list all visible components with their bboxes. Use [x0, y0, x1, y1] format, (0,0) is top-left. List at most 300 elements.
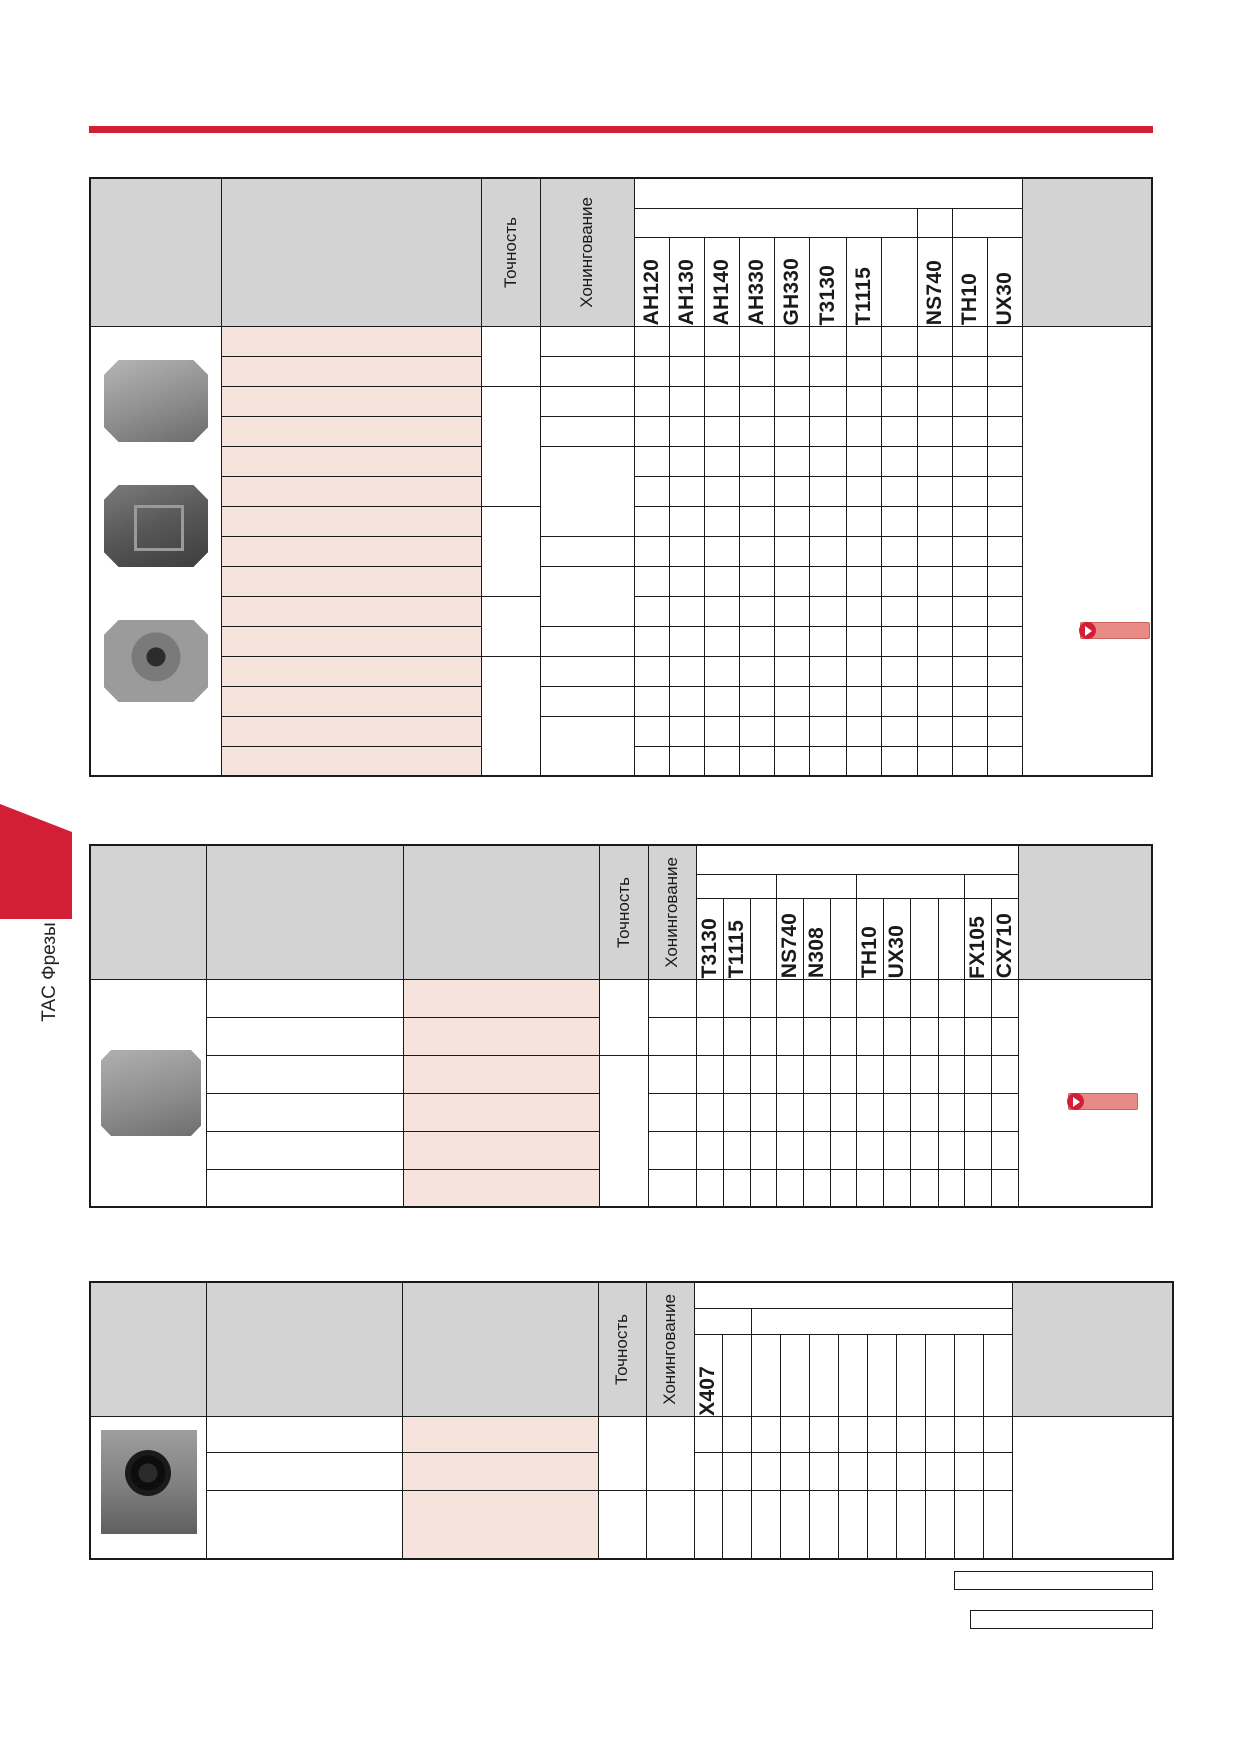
- table-cell: [402, 1416, 598, 1452]
- table-cell: [952, 446, 987, 476]
- table-cell: [221, 386, 481, 416]
- table-cell: [540, 386, 634, 416]
- table-cell: [987, 506, 1022, 536]
- table-cell: [881, 416, 917, 446]
- table-cell: [648, 979, 696, 1017]
- table-cell: [881, 626, 917, 656]
- table-cell: [952, 596, 987, 626]
- table-cell: [221, 326, 481, 356]
- table-cell: [831, 1131, 857, 1169]
- table-cell: [884, 979, 911, 1017]
- table-cell: [723, 979, 750, 1017]
- table-cell: [221, 416, 481, 446]
- table-cell: [810, 686, 846, 716]
- table-cell: [696, 1055, 723, 1093]
- grade-label: UX30: [885, 925, 909, 979]
- table-row: [90, 1490, 1173, 1559]
- table-cell: [917, 686, 952, 716]
- table-cell: [917, 476, 952, 506]
- table-cell: [648, 1131, 696, 1169]
- table-cell: [221, 566, 481, 596]
- table-cell: [221, 356, 481, 386]
- table-cell: [804, 979, 831, 1017]
- table-cell: [206, 1490, 402, 1559]
- table-cell: [846, 566, 881, 596]
- table-cell: [804, 1131, 831, 1169]
- table-cell: [884, 1055, 911, 1093]
- table-cell: [952, 536, 987, 566]
- table-cell: [884, 1093, 911, 1131]
- section-tab: [0, 804, 72, 919]
- table-cell: [881, 536, 917, 566]
- table-cell: [983, 1416, 1012, 1452]
- table-cell: [634, 566, 669, 596]
- table-cell: [846, 326, 881, 356]
- table-row: [90, 326, 1152, 356]
- table-cell: [952, 716, 987, 746]
- table-cell: [705, 536, 740, 566]
- table-cell: [867, 1416, 896, 1452]
- table-cell: [881, 386, 917, 416]
- table-cell: [740, 416, 775, 446]
- insert-photo: [101, 1430, 197, 1534]
- table-cell: [540, 716, 634, 776]
- table-cell: [881, 716, 917, 746]
- table-cell: [775, 656, 810, 686]
- grade-label: FX105: [965, 915, 989, 979]
- table-cell: [964, 1131, 991, 1169]
- table-cell: [634, 626, 669, 656]
- table-cell: [881, 686, 917, 716]
- table-cell: [221, 446, 481, 476]
- grade-label: TH10: [858, 926, 882, 979]
- table-cell: [938, 979, 964, 1017]
- table-cell: [694, 1452, 722, 1490]
- table-cell: [925, 1452, 954, 1490]
- table-cell: [881, 746, 917, 776]
- table-cell: [775, 626, 810, 656]
- table-cell: [221, 596, 481, 626]
- table-row: [90, 356, 1152, 386]
- table-cell: [481, 596, 540, 656]
- table-cell: [775, 446, 810, 476]
- table-cell: [804, 1017, 831, 1055]
- table-cell: [723, 1131, 750, 1169]
- table-cell: [705, 446, 740, 476]
- table-cell: [775, 386, 810, 416]
- table-cell: [670, 416, 705, 446]
- table-cell: [987, 476, 1022, 506]
- table-cell: [846, 386, 881, 416]
- table-cell: [740, 656, 775, 686]
- table-cell: [740, 716, 775, 746]
- table-cell: [952, 326, 987, 356]
- footnote-box: [970, 1610, 1153, 1629]
- table-cell: [648, 1017, 696, 1055]
- table-cell: [750, 1169, 776, 1207]
- table-cell: [857, 1093, 884, 1131]
- table-cell: [740, 626, 775, 656]
- table-cell: [991, 1169, 1018, 1207]
- table-cell: [991, 1131, 1018, 1169]
- table-cell: [952, 386, 987, 416]
- table-cell: [810, 446, 846, 476]
- grade-label: N308: [805, 927, 829, 979]
- table-cell: [987, 686, 1022, 716]
- table-cell: [775, 746, 810, 776]
- table-cell: [987, 626, 1022, 656]
- table-cell: [857, 1169, 884, 1207]
- table-row: [90, 446, 1152, 476]
- arrow-right-icon[interactable]: [1080, 622, 1150, 639]
- table-cell: [954, 1490, 983, 1559]
- table-cell: [810, 536, 846, 566]
- table-cell: [705, 506, 740, 536]
- table-cell: [705, 356, 740, 386]
- table-cell: [964, 1169, 991, 1207]
- table-cell: [810, 746, 846, 776]
- table-cell: [917, 626, 952, 656]
- table-cell: [917, 386, 952, 416]
- table-cell: [598, 1416, 646, 1490]
- grade-label: AH130: [675, 259, 699, 326]
- table-cell: [838, 1490, 867, 1559]
- table-cell: [634, 596, 669, 626]
- table-cell: [911, 1055, 938, 1093]
- insert-photo: [104, 620, 208, 702]
- table-cell: [952, 566, 987, 596]
- honing-header: Хонингование: [660, 1293, 679, 1405]
- table-row: [90, 416, 1152, 446]
- table-cell: [705, 716, 740, 746]
- table-cell: [952, 476, 987, 506]
- table-cell: [402, 1452, 598, 1490]
- table-cell: [221, 686, 481, 716]
- table-cell: [646, 1490, 694, 1559]
- table-row: [90, 1055, 1152, 1093]
- table-cell: [481, 326, 540, 386]
- table-cell: [206, 979, 403, 1017]
- table-cell: [670, 626, 705, 656]
- table-cell: [810, 416, 846, 446]
- table-cell: [983, 1452, 1012, 1490]
- table-cell: [776, 1131, 803, 1169]
- table-cell: [987, 596, 1022, 626]
- table-cell: [987, 386, 1022, 416]
- table-cell: [917, 506, 952, 536]
- table-cell: [221, 536, 481, 566]
- table-cell: [780, 1452, 809, 1490]
- table-cell: [750, 1093, 776, 1131]
- table-cell: [810, 476, 846, 506]
- table-cell: [846, 446, 881, 476]
- top-red-rule: [89, 126, 1153, 133]
- table-cell: [846, 476, 881, 506]
- table-cell: [723, 1055, 750, 1093]
- table-cell: [846, 656, 881, 686]
- table-cell: [954, 1452, 983, 1490]
- table-cell: [987, 746, 1022, 776]
- table-cell: [938, 1169, 964, 1207]
- table-cell: [634, 446, 669, 476]
- table-cell: [722, 1490, 751, 1559]
- table-cell: [670, 446, 705, 476]
- table-cell: [751, 1452, 780, 1490]
- table-cell: [938, 1017, 964, 1055]
- table-row: [90, 686, 1152, 716]
- table-cell: [670, 356, 705, 386]
- table-cell: [810, 356, 846, 386]
- table-cell: [775, 596, 810, 626]
- table-cell: [896, 1490, 925, 1559]
- table-cell: [751, 1490, 780, 1559]
- table-cell: [938, 1131, 964, 1169]
- table-cell: [750, 1017, 776, 1055]
- table-cell: [987, 566, 1022, 596]
- table-cell: [648, 1055, 696, 1093]
- table-cell: [881, 596, 917, 626]
- table-cell: [911, 979, 938, 1017]
- grade-label: TH10: [957, 273, 981, 326]
- table-cell: [911, 1131, 938, 1169]
- table-cell: [481, 506, 540, 596]
- grade-label: T1115: [851, 267, 875, 326]
- table-cell: [598, 1490, 646, 1559]
- table-cell: [838, 1416, 867, 1452]
- table-cell: [540, 326, 634, 356]
- table-cell: [884, 1131, 911, 1169]
- table-cell: [694, 1490, 722, 1559]
- table-cell: [917, 746, 952, 776]
- table-cell: [809, 1490, 838, 1559]
- table-cell: [780, 1490, 809, 1559]
- table-cell: [740, 386, 775, 416]
- table-cell: [846, 506, 881, 536]
- table-cell: [740, 686, 775, 716]
- table-cell: [705, 596, 740, 626]
- table-cell: [964, 1055, 991, 1093]
- table-cell: [881, 476, 917, 506]
- table-cell: [775, 566, 810, 596]
- table-row: [90, 656, 1152, 686]
- table-cell: [705, 416, 740, 446]
- table-cell: [991, 979, 1018, 1017]
- table-row: [90, 566, 1152, 596]
- table-cell: [705, 656, 740, 686]
- table-cell: [857, 979, 884, 1017]
- table-cell: [775, 536, 810, 566]
- table-cell: [403, 979, 600, 1017]
- grade-label: GH330: [780, 257, 804, 326]
- table-row: [90, 386, 1152, 416]
- table-cell: [987, 356, 1022, 386]
- table-cell: [600, 979, 648, 1055]
- table-cell: [481, 386, 540, 506]
- table-cell: [403, 1169, 600, 1207]
- insert-photo: [101, 1050, 201, 1136]
- table-cell: [917, 446, 952, 476]
- honing-header: Хонингование: [577, 196, 597, 308]
- table-cell: [952, 746, 987, 776]
- table-cell: [634, 476, 669, 506]
- table-cell: [634, 326, 669, 356]
- table-cell: [846, 716, 881, 746]
- table-cell: [740, 476, 775, 506]
- table-cell: [740, 566, 775, 596]
- table-cell: [540, 626, 634, 656]
- table-cell: [881, 656, 917, 686]
- table-cell: [670, 536, 705, 566]
- table-cell: [540, 686, 634, 716]
- table-cell: [983, 1490, 1012, 1559]
- table-cell: [952, 686, 987, 716]
- table-cell: [952, 656, 987, 686]
- table-cell: [775, 686, 810, 716]
- table-cell: [911, 1169, 938, 1207]
- table-cell: [402, 1490, 598, 1559]
- table-cell: [881, 326, 917, 356]
- table-row: [90, 626, 1152, 656]
- table-cell: [1012, 1416, 1173, 1559]
- grade-label: UX30: [992, 272, 1016, 326]
- table-cell: [896, 1416, 925, 1452]
- table-cell: [775, 356, 810, 386]
- table-cell: [881, 506, 917, 536]
- table-cell: [917, 536, 952, 566]
- table-cell: [634, 536, 669, 566]
- table-cell: [740, 596, 775, 626]
- table-cell: [987, 446, 1022, 476]
- table-cell: [917, 416, 952, 446]
- table-cell: [403, 1055, 600, 1093]
- grade-label: NS740: [922, 260, 946, 326]
- table-cell: [221, 716, 481, 746]
- table-cell: [954, 1416, 983, 1452]
- table-cell: [846, 536, 881, 566]
- table-cell: [634, 356, 669, 386]
- table-cell: [938, 1055, 964, 1093]
- footnote-box: [954, 1571, 1153, 1590]
- grade-label: AH140: [710, 259, 734, 326]
- table-cell: [1023, 326, 1152, 776]
- table-cell: [705, 326, 740, 356]
- table-cell: [750, 979, 776, 1017]
- table-cell: [221, 506, 481, 536]
- table-cell: [705, 566, 740, 596]
- table-cell: [206, 1093, 403, 1131]
- table-cell: [952, 416, 987, 446]
- table-cell: [846, 416, 881, 446]
- table-cell: [740, 746, 775, 776]
- grade-label: AH120: [639, 259, 663, 326]
- insert-table-3: [89, 1281, 1174, 1560]
- table-cell: [750, 1131, 776, 1169]
- table-cell: [964, 979, 991, 1017]
- table-cell: [403, 1093, 600, 1131]
- table-cell: [881, 566, 917, 596]
- table-cell: [670, 386, 705, 416]
- table-cell: [696, 1017, 723, 1055]
- table-cell: [810, 506, 846, 536]
- table-cell: [705, 686, 740, 716]
- table-cell: [634, 656, 669, 686]
- table-cell: [810, 626, 846, 656]
- grade-label: T3130: [815, 264, 839, 326]
- table-cell: [634, 416, 669, 446]
- table-row: [90, 1416, 1173, 1452]
- table-cell: [221, 626, 481, 656]
- table-cell: [740, 506, 775, 536]
- table-cell: [952, 506, 987, 536]
- table-cell: [648, 1169, 696, 1207]
- table-cell: [634, 506, 669, 536]
- table-cell: [810, 326, 846, 356]
- table-cell: [775, 476, 810, 506]
- table-cell: [751, 1416, 780, 1452]
- table-cell: [221, 476, 481, 506]
- table-cell: [804, 1169, 831, 1207]
- arrow-right-icon[interactable]: [1068, 1093, 1138, 1110]
- table-cell: [403, 1131, 600, 1169]
- honing-header: Хонингование: [662, 856, 682, 968]
- table-cell: [917, 566, 952, 596]
- table-cell: [987, 716, 1022, 746]
- table-cell: [670, 716, 705, 746]
- table-cell: [670, 686, 705, 716]
- table-cell: [775, 506, 810, 536]
- table-cell: [705, 746, 740, 776]
- section-label: TAC Фрезы: [39, 922, 60, 1022]
- table-cell: [221, 656, 481, 686]
- table-cell: [987, 326, 1022, 356]
- table-cell: [804, 1055, 831, 1093]
- table-cell: [723, 1093, 750, 1131]
- insert-photo: [104, 360, 208, 442]
- table-cell: [776, 1093, 803, 1131]
- table-cell: [809, 1452, 838, 1490]
- table-cell: [221, 746, 481, 776]
- table-cell: [646, 1416, 694, 1490]
- table-cell: [896, 1452, 925, 1490]
- table-cell: [952, 356, 987, 386]
- table-cell: [540, 446, 634, 536]
- table-cell: [776, 1169, 803, 1207]
- table-cell: [634, 716, 669, 746]
- table-cell: [964, 1017, 991, 1055]
- table-cell: [884, 1169, 911, 1207]
- table-cell: [206, 1055, 403, 1093]
- table-cell: [925, 1490, 954, 1559]
- table-cell: [925, 1416, 954, 1452]
- table-cell: [846, 746, 881, 776]
- table-cell: [696, 1093, 723, 1131]
- grade-label: AH330: [745, 259, 769, 326]
- table-cell: [846, 626, 881, 656]
- insert-table-1: [89, 177, 1153, 777]
- table-cell: [938, 1093, 964, 1131]
- table-cell: [867, 1452, 896, 1490]
- table-cell: [810, 716, 846, 746]
- table-cell: [775, 416, 810, 446]
- table-cell: [600, 1055, 648, 1207]
- table-cell: [911, 1017, 938, 1055]
- table-cell: [804, 1093, 831, 1131]
- grade-label: NS740: [778, 913, 802, 979]
- table-cell: [831, 1169, 857, 1207]
- table-cell: [540, 356, 634, 386]
- table-cell: [831, 979, 857, 1017]
- table-cell: [810, 566, 846, 596]
